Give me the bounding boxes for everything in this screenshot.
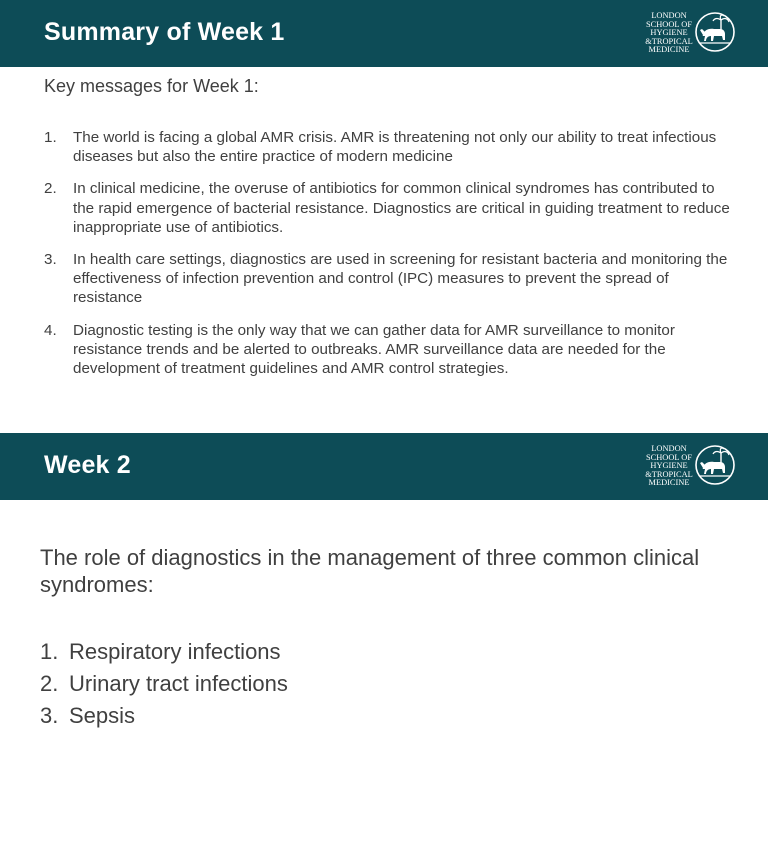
list-number: 3. [40, 703, 59, 728]
slide-title: Summary of Week 1 [44, 18, 285, 46]
list-item [40, 668, 288, 700]
list-text: In health care settings, diagnostics are used in screening for resistant bacteria and monitoring the effectiveness of infection prevention and control (IPC) measures to prevent the spread of resistance [73, 251, 728, 307]
logo-emblem-icon [694, 444, 736, 486]
list-item [40, 636, 288, 668]
slide-header [0, 0, 768, 67]
list-number: 3. [44, 251, 57, 269]
slide-header [0, 433, 768, 500]
list-text: In clinical medicine, the overuse of antibiotics for common clinical syndromes has contributed to the rapid emergence of bacterial resistance. Diagnostics are critical in guiding treatment to reduce inappropriate use of antibiotics. [73, 180, 730, 236]
list-number: 4. [44, 321, 57, 339]
logo-wordmark: LONDON SCHOOL OF HYGIENE &TROPICAL MEDICINE [645, 444, 693, 488]
list-number: 2. [44, 180, 57, 198]
key-messages-list [44, 128, 736, 391]
syndromes-list [40, 636, 288, 732]
intro-text: Key messages for Week 1: [44, 76, 259, 96]
list-number: 1. [44, 129, 57, 146]
logo-wordmark: LONDON SCHOOL OF HYGIENE &TROPICAL MEDICINE [645, 11, 693, 55]
list-text: Diagnostic testing is the only way that we can gather data for AMR surveillance to monitor resistance trends and be alerted to outbreaks. AMR surveillance data are needed for the development of treatment guidelines and AMR control strategies. [73, 321, 675, 378]
list-item [40, 700, 288, 732]
list-item [44, 321, 736, 379]
list-text: The world is facing a global AMR crisis. AMR is threatening not only our ability to treat infectious diseases but also the entire practice of modern medicine [73, 129, 717, 166]
week2-heading: The role of diagnostics in the management of three common clinical syndromes: [40, 545, 700, 597]
list-text: Urinary tract infections [69, 671, 288, 696]
list-text: Sepsis [69, 703, 136, 728]
slide-week-2 [0, 433, 768, 866]
list-item [44, 179, 736, 237]
lshtm-logo [644, 444, 740, 490]
slide-title: Week 2 [44, 451, 131, 479]
list-text: Respiratory infections [69, 639, 281, 664]
list-number: 1. [40, 639, 59, 664]
list-item [44, 128, 736, 166]
list-item [44, 250, 736, 308]
list-number: 2. [40, 671, 59, 696]
slide-summary-week-1 [0, 0, 768, 410]
logo-emblem-icon [694, 11, 736, 53]
lshtm-logo [644, 11, 740, 57]
